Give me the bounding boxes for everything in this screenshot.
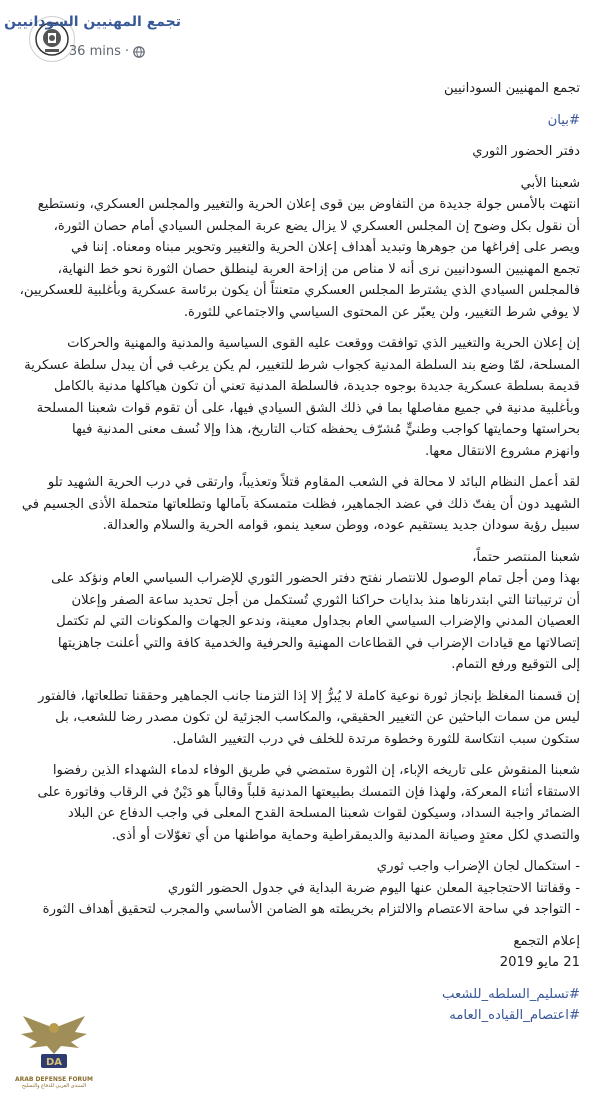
text-line: والتصدي لكل معتدٍ وصيانة المدنية والديمقراطية وحماية مواطنها من أي تغوّلات أو أذى. xyxy=(111,827,580,843)
list-item: - وقفاتنا الاحتجاجية المعلن عنها اليوم ضربة البداية في جدول الحضور الثوري xyxy=(167,880,580,896)
text-line: انتهت بالأمس جولة جديدة من التفاوض بين قوى إعلان الحرية والتغيير والمجلس العسكري، ونستطيع xyxy=(37,197,580,212)
paragraph-6 xyxy=(14,760,580,846)
text-line: إن قسمنا المغلظ بإنجاز ثورة نوعية كاملة لا يُبرُّ إلا إذا التزمنا جانب الجماهير وحققنا تطلعاتها، فالفتور xyxy=(38,688,580,704)
post-org-line: تجمع المهنيين السودانيين xyxy=(443,81,580,96)
paragraph-5 xyxy=(14,686,580,751)
text-line: ويصر على إفراغها من جوهرها وتبديد أهداف إعلان الحرية والتغيير وتحوير مبناه ومعناه. إننا في xyxy=(71,240,580,255)
text-line: وبأغلبية مدنية في جميع مفاصلها بما في ذلك الشق السيادي فيها، على أن تقوم قوات شعبنا المسلحة xyxy=(36,400,580,416)
globe-icon xyxy=(133,46,145,58)
text-line: ستكون سبب انتكاسة للثورة وخطوة مرتدة للخلف في درب التغيير الشامل. xyxy=(172,731,580,747)
watermark-title: ARAB DEFENSE FORUM xyxy=(14,1076,94,1083)
hashtag-sit-in[interactable]: #اعتصام_القياده_العامه xyxy=(449,1008,580,1023)
paragraph-1 xyxy=(14,173,580,324)
text-line: وانهزم مشروع الانتقال معها. xyxy=(425,443,580,459)
text-line: شعبنا الأبي xyxy=(520,175,580,191)
hashtag-statement[interactable]: #بيان xyxy=(547,112,580,128)
text-line: الاستقاء أثناء المعركة، ولهذا فإن التمسك بطبيعتها المدنية قلباً وقالباً هو دَيْنٌ في الرقاب وفاتورة على xyxy=(37,784,580,800)
text-line: الضمائر واجبة السداد، وسيكون لقوات شعبنا المسلحة القدح المعلى في واجب الدفاع عن البلاد xyxy=(67,806,580,821)
text-line: العصيان المدني والإضراب السياسي العام بجداول معينة، وندعو الجهات والمكونات التي لم تكتمل xyxy=(56,614,580,629)
text-line: إن إعلان الحرية والتغيير الذي توافقت ووقعت عليه القوى السياسية والمدنية والمهنية والحركات xyxy=(67,336,580,351)
forum-watermark xyxy=(2,1010,106,1106)
page-name-link[interactable]: تجمع المهنيين السودانيين xyxy=(4,14,181,30)
text-line: لا يوفي شرط التغيير، ولن يعبّر عن المحتوى السياسي والاجتماعي للثورة. xyxy=(183,304,580,320)
text-line: شعبنا المنقوش على تاريخه الإباء، إن الثورة ستمضي في طريق الوفاء لدماء الشهداء الذين رفضوا xyxy=(52,763,580,778)
post-header xyxy=(0,0,595,74)
post-title: دفتر الحضور الثوري xyxy=(472,144,580,159)
meta-separator: · xyxy=(124,44,129,59)
eagle-emblem-icon xyxy=(19,1010,89,1076)
text-line: لقد أعمل النظام البائد لا محالة في الشعب المقاوم قتلاً وتعذيباً، وارتقى في درب الحرية الشهيد تلو xyxy=(47,475,580,490)
watermark-subtitle: المنتدى العربي للدفاع والتسليح xyxy=(21,1083,87,1089)
text-line: قديمة بسلطة عسكرية جديدة بوجوه جديدة، فالسلطة المدنية تعني أن تكون هياكلها مدنية بالكامل xyxy=(53,379,580,394)
list-item: - استكمال لجان الإضراب واجب ثوري xyxy=(376,859,580,874)
post-time[interactable]: 36 mins xyxy=(68,44,121,59)
text-line: سبيل رؤية سودان جديد يستقيم عوده، ووطن سعيد ينمو، قوامه الحرية والسلام والعدالة. xyxy=(102,518,580,533)
text-line: أن ترتيباتنا التي ابتدرناها منذ بدايات حراكنا الثوري تُستكمل من أجل تحديد ساعة الصفر وإعلان xyxy=(71,592,580,608)
text-line: تجمع المهنيين السودانيين نرى أنه لا مناص من إزاحة العربة لينطلق حصان الثورة نحو خط النهاية، xyxy=(57,261,580,277)
demands-list xyxy=(14,856,580,921)
text-line: فالمجلس السيادي الذي يشترط المجلس العسكري متعنتاً أن يكون برئاسة عسكرية وبأغلبية للعسكريين، xyxy=(19,283,580,298)
post-body xyxy=(14,78,580,1037)
text-line: الشهيد دون أن يفتّ ذلك في عضد الجماهير، فظلت متمسكة بآمالها وتطلعاتها متحملة الأذى الجسيم في xyxy=(21,496,580,512)
text-line: شعبنا المنتصر حتماً، xyxy=(472,549,580,565)
signature: إعلام التجمع xyxy=(513,933,580,949)
paragraph-3 xyxy=(14,472,580,537)
svg-text:DA: DA xyxy=(45,1057,63,1068)
post-date: 21 مايو 2019 xyxy=(499,955,580,970)
text-line: المسلحة، لمّا وضع بند السلطة المدنية كجواب شرط للتغيير، لم يكن يرغب في أن يبدل سلطة عسكرية xyxy=(24,357,580,373)
paragraph-2 xyxy=(14,333,580,462)
post-meta xyxy=(69,44,145,59)
text-line: أن نقول بكل وضوح إن المجلس العسكري لا يزال يضع عربة المجلس السيادي أمام حصان الثورة، xyxy=(53,218,580,234)
text-line: إلى التوقيع ورفع التمام. xyxy=(451,657,580,672)
paragraph-4 xyxy=(14,547,580,676)
list-item: - التواجد في ساحة الاعتصام والالتزام بخريطته هو الضامن الأساسي والمجرب لتحقيق أهداف الثورة xyxy=(42,902,580,917)
text-line: بحراستها وحمايتها كواجب وطنيٍّ مُشرّف يحفظه كتاب التاريخ، هذا وإلا نُسف معنى المدنية فيها xyxy=(72,422,580,437)
text-line: بهذا ومن أجل تمام الوصول للانتصار نفتح دفتر الحضور الثوري للإضراب السياسي العام ونؤكد على xyxy=(51,571,580,586)
text-line: ليس من سمات الباحثين عن التغيير الحقيقي، والمكاسب الجزئية لن تكون مصدر رضا للشعب، بل xyxy=(55,710,580,725)
hashtag-power-to-people[interactable]: #تسليم_السلطه_للشعب xyxy=(442,986,580,1002)
text-line: إتصالاتها مع قيادات الإضراب في القطاعات المهنية والحرفية والخدمية كافة والتي أعلنت جاهزيتها xyxy=(57,635,580,651)
